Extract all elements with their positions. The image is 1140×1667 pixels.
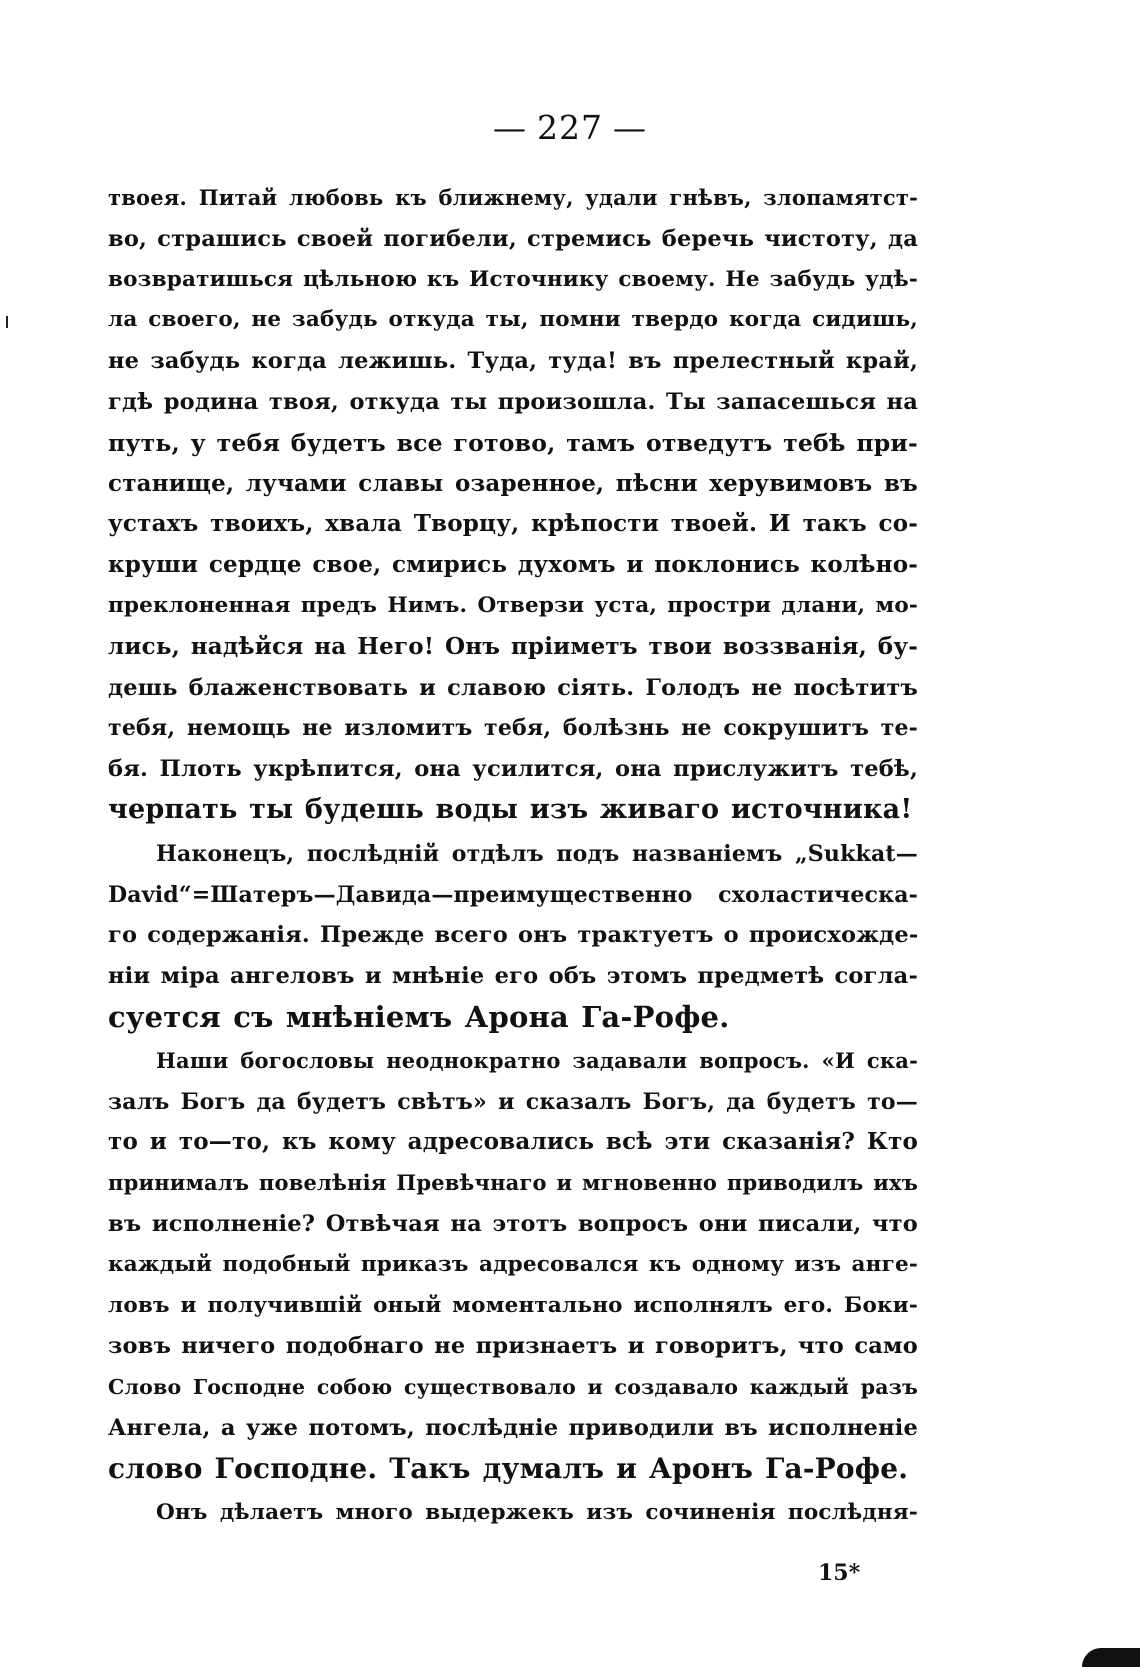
text-line: не забудь когда лежишь. Туда, туда! въ прелестный край, bbox=[108, 348, 918, 375]
text-line: во, страшись своей погибели, стремись беречь чистоту, да bbox=[108, 225, 918, 252]
text-line: зовъ ничего подобнаго не признаетъ и говоритъ, что само bbox=[108, 1333, 918, 1360]
text-line: возвратишься цѣльною къ Источнику своему. Не забудь удѣ- bbox=[108, 266, 918, 292]
text-line: го содержанія. Прежде всего онъ трактуетъ о происхожде- bbox=[108, 922, 918, 949]
text-line: круши сердце свое, смирись духомъ и поклонись колѣно- bbox=[108, 551, 918, 579]
text-line: Наши богословы неоднократно задавали вопросъ. «И ска- bbox=[156, 1047, 918, 1073]
page-number-dash-left: — bbox=[493, 108, 527, 147]
text-line: тебя, немощь не изломитъ тебя, болѣзнь не сокрушитъ те- bbox=[108, 715, 918, 742]
text-line: преклоненная предъ Нимъ. Отверзи уста, простри длани, мо- bbox=[108, 592, 918, 618]
text-line: каждый подобный приказъ адресовался къ одному изъ анге- bbox=[108, 1251, 918, 1277]
text-line: бя. Плоть укрѣпится, она усилится, она прислужитъ тебѣ, bbox=[108, 756, 918, 783]
text-line: гдѣ родина твоя, откуда ты произошла. Ты запасешься на bbox=[108, 388, 918, 415]
signature-mark: 15* bbox=[818, 1560, 861, 1586]
page-number-dash-right: — bbox=[613, 108, 647, 147]
text-line: Наконецъ, послѣдній отдѣлъ подъ названіемъ „Sukkat— bbox=[156, 840, 918, 867]
page-edge-shadow bbox=[1082, 1648, 1140, 1667]
text-line: ніи міра ангеловъ и мнѣніе его объ этомъ предметѣ согла- bbox=[108, 963, 918, 990]
text-line: Онъ дѣлаетъ много выдержекъ изъ сочиненія послѣдня- bbox=[156, 1499, 918, 1525]
text-line: устахъ твоихъ, хвала Творцу, крѣпости твоей. И такъ со- bbox=[108, 510, 918, 538]
paragraph-3 bbox=[108, 1041, 918, 1490]
text-line: черпать ты будешь воды изъ живаго источника! bbox=[108, 793, 913, 825]
text-line: то и то—то, къ кому адресовались всѣ эти сказанія? Кто bbox=[108, 1128, 918, 1156]
paragraph-1 bbox=[108, 178, 918, 831]
text-line: лись, надѣйся на Него! Онъ пріиметъ твои воззванія, бу- bbox=[108, 632, 918, 660]
page-number bbox=[0, 108, 1140, 148]
text-line: залъ Богъ да будетъ свѣтъ» и сказалъ Богъ, да будетъ то— bbox=[108, 1088, 918, 1115]
text-line: David“=Шатеръ—Давида—преимущественно схоластическа- bbox=[108, 881, 918, 908]
text-line: принималъ повелѣнія Превѣчнаго и мгновенно приводилъ ихъ bbox=[108, 1170, 918, 1196]
text-line: путь, у тебя будетъ все готово, тамъ отведутъ тебѣ при- bbox=[108, 428, 918, 457]
text-line: твоея. Питай любовь къ ближнему, удали гнѣвъ, злопамятст- bbox=[108, 185, 918, 210]
text-line: станище, лучами славы озаренное, пѣсни херувимовъ въ bbox=[108, 469, 918, 497]
page-number-value: 227 bbox=[537, 108, 603, 147]
text-line: ла своего, не забудь откуда ты, помни твердо когда сидишь, bbox=[108, 307, 918, 333]
text-line: въ исполненіе? Отвѣчая на этотъ вопросъ они писали, что bbox=[108, 1210, 918, 1237]
body-text bbox=[108, 178, 918, 1533]
text-line: Ангела, а уже потомъ, послѣдніе приводили въ исполненіе bbox=[108, 1414, 918, 1441]
text-line: дешь блаженствовать и славою сіять. Голодъ не посѣтитъ bbox=[108, 674, 918, 701]
text-line: Слово Господне собою существовало и создавало каждый разъ bbox=[108, 1375, 918, 1400]
text-line: ловъ и получившій оный моментально исполнялъ его. Боки- bbox=[108, 1292, 918, 1318]
text-line: слово Господне. Такъ думалъ и Аронъ Га-Рофе. bbox=[108, 1451, 909, 1485]
text-line: суется съ мнѣніемъ Арона Га-Рофе. bbox=[108, 999, 730, 1034]
paragraph-2 bbox=[108, 834, 918, 1038]
margin-tick-mark bbox=[6, 316, 8, 328]
paragraph-4 bbox=[108, 1493, 918, 1534]
